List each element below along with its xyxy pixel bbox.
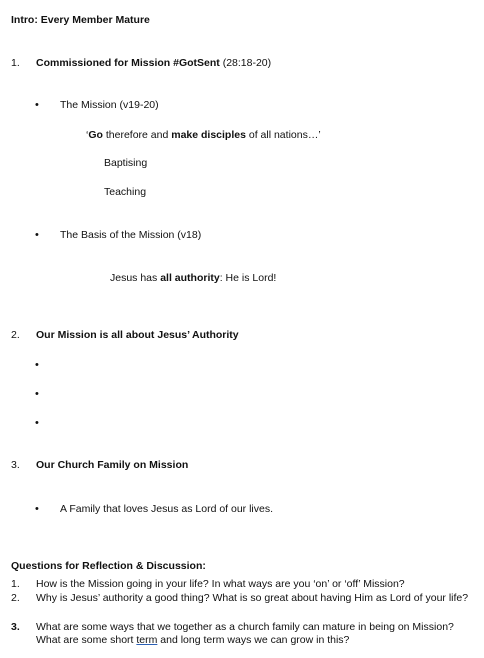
bullet-icon: •	[35, 99, 39, 111]
quote-go: Go	[88, 129, 103, 141]
section-1-title	[36, 57, 271, 70]
bullet-icon: •	[35, 503, 39, 515]
section-3-title: Our Church Family on Mission	[36, 459, 189, 471]
question-number: 3.	[11, 621, 20, 633]
question-text-pre: What are some ways that we together as a church family can mature in being on Mission? What are some short	[36, 621, 454, 646]
section-3-bullet-text: A Family that loves Jesus as Lord of our lives.	[60, 503, 274, 515]
authority-bold: all authority	[160, 272, 220, 284]
quote-end: of all nations…’	[245, 129, 321, 141]
intro-heading: Intro: Every Member Mature	[11, 14, 150, 26]
teaching-text: Teaching	[104, 186, 147, 198]
question-text-underlined: term	[136, 634, 158, 646]
mission-heading: The Mission (v19-20)	[60, 99, 159, 111]
question-number: 2.	[11, 592, 20, 604]
question-text	[36, 621, 476, 647]
baptising-text: Baptising	[104, 157, 148, 169]
authority-post: : He is Lord!	[219, 272, 277, 284]
section-2-number: 2.	[11, 329, 20, 341]
authority-pre: Jesus has	[110, 272, 161, 284]
questions-heading: Questions for Reflection & Discussion:	[11, 560, 206, 572]
section-1-number: 1.	[11, 57, 20, 69]
section-1-title-main: Commissioned for Mission #GotSent	[36, 57, 220, 69]
bullet-icon: •	[35, 359, 39, 371]
quote-mid: therefore and	[102, 129, 172, 141]
bullet-icon: •	[35, 417, 39, 429]
section-2-title: Our Mission is all about Jesus’ Authority	[36, 329, 239, 341]
mission-quote	[86, 129, 321, 142]
question-text-post: and long term ways we can grow in this?	[157, 634, 350, 646]
quote-open: ‘	[86, 129, 89, 141]
quote-make-disciples: make disciples	[171, 129, 246, 141]
question-text: How is the Mission going in your life? In what ways are you ‘on’ or ‘off’ Mission?	[36, 578, 405, 590]
bullet-icon: •	[35, 388, 39, 400]
section-1-title-ref: (28:18-20)	[219, 57, 272, 69]
authority-line	[110, 272, 276, 285]
question-number: 1.	[11, 578, 20, 590]
basis-heading: The Basis of the Mission (v18)	[60, 229, 202, 241]
bullet-icon: •	[35, 229, 39, 241]
question-text: Why is Jesus’ authority a good thing? What is so great about having Him as Lord of your life?	[36, 592, 469, 604]
section-3-number: 3.	[11, 459, 20, 471]
